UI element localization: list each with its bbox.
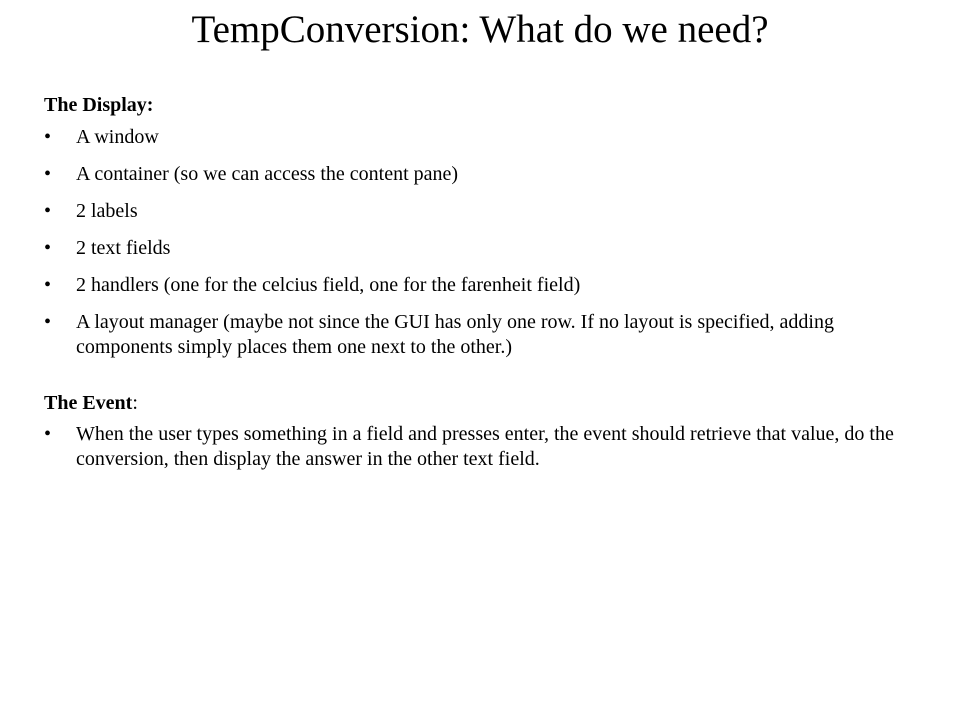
list-item: • 2 labels	[44, 200, 138, 222]
display-bullet-list	[44, 125, 924, 360]
list-item: • 2 text fields	[44, 237, 171, 259]
bullet-icon: •	[44, 274, 52, 296]
bullet-icon: •	[44, 423, 52, 445]
event-bullet-list	[44, 422, 924, 472]
bullet-icon: •	[44, 163, 52, 185]
list-item: • When the user types something in a field and presses enter, the event should retrieve that value, do the conversion, then display the answer in the other text field.	[44, 423, 894, 470]
list-item: • A container (so we can access the content pane)	[44, 163, 459, 185]
section-spacer	[44, 360, 924, 386]
list-item: • A window	[44, 126, 159, 148]
slide-title: TempConversion: What do we need?	[191, 8, 769, 51]
event-section-heading: The Event:	[44, 392, 138, 414]
bullet-icon: •	[44, 126, 52, 148]
bullet-icon: •	[44, 237, 52, 259]
bullet-icon: •	[44, 311, 52, 333]
list-item: • 2 handlers (one for the celcius field, one for the farenheit field)	[44, 274, 581, 296]
bullet-icon: •	[44, 200, 52, 222]
display-section-heading: The Display:	[44, 94, 154, 116]
slide-content	[44, 88, 924, 472]
list-item: • A layout manager (maybe not since the GUI has only one row. If no layout is specified, adding components simply places them one next to the other.)	[44, 311, 834, 358]
